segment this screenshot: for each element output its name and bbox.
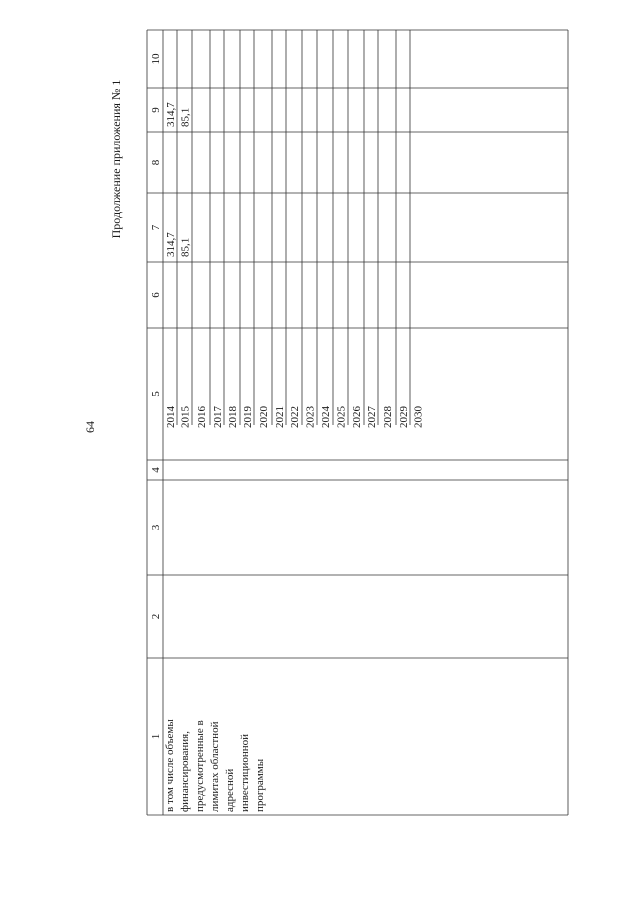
year-cell: 2029 — [398, 406, 410, 428]
year-cell: 2022 — [289, 406, 301, 428]
year-cell: 2021 — [274, 406, 286, 428]
row-label-line: в том числе объемы — [164, 719, 176, 812]
year-cell: 2018 — [227, 406, 239, 428]
column-header-6: 6 — [150, 292, 162, 298]
year-cell: 2016 — [196, 406, 208, 428]
column-header-4: 4 — [150, 467, 162, 473]
row-label-line: предусмотренные в — [194, 720, 206, 812]
year-cell: 2015 — [179, 406, 192, 428]
column-header-10: 10 — [150, 53, 162, 65]
row-label-line: программы — [254, 758, 266, 812]
col9-value: 85,1 — [179, 107, 192, 127]
year-cell: 2030 — [412, 406, 425, 428]
column-header-7: 7 — [150, 224, 162, 231]
column-header-8: 8 — [150, 159, 162, 166]
row-label-line: лимитах областной — [209, 721, 221, 812]
row-label-line: адресной — [224, 768, 236, 812]
year-cell: 2026 — [351, 406, 363, 428]
row-label-line: инвестиционной — [239, 733, 251, 812]
page-number: 64 — [83, 421, 97, 433]
column-header-9: 9 — [150, 107, 162, 113]
year-cell: 2025 — [335, 406, 348, 428]
column-header-3: 3 — [150, 524, 162, 531]
column-header-5: 5 — [150, 391, 162, 397]
year-cell: 2023 — [304, 406, 317, 428]
col9-value: 314,7 — [165, 102, 177, 127]
year-cell: 2020 — [258, 406, 270, 428]
row-label-line: финансирования, — [179, 731, 191, 812]
year-cell: 2014 — [165, 406, 177, 428]
year-cell: 2028 — [382, 406, 394, 428]
appendix-caption: Продолжение приложения № 1 — [109, 79, 123, 239]
column-header-1: 1 — [150, 733, 162, 740]
year-cell: 2019 — [242, 406, 254, 428]
year-cell: 2027 — [366, 406, 378, 428]
year-cell: 2024 — [320, 406, 332, 428]
year-cell: 2017 — [212, 406, 224, 428]
column-header-2: 2 — [150, 613, 162, 620]
col7-value: 314,7 — [165, 232, 177, 257]
col7-value: 85,1 — [179, 237, 192, 257]
